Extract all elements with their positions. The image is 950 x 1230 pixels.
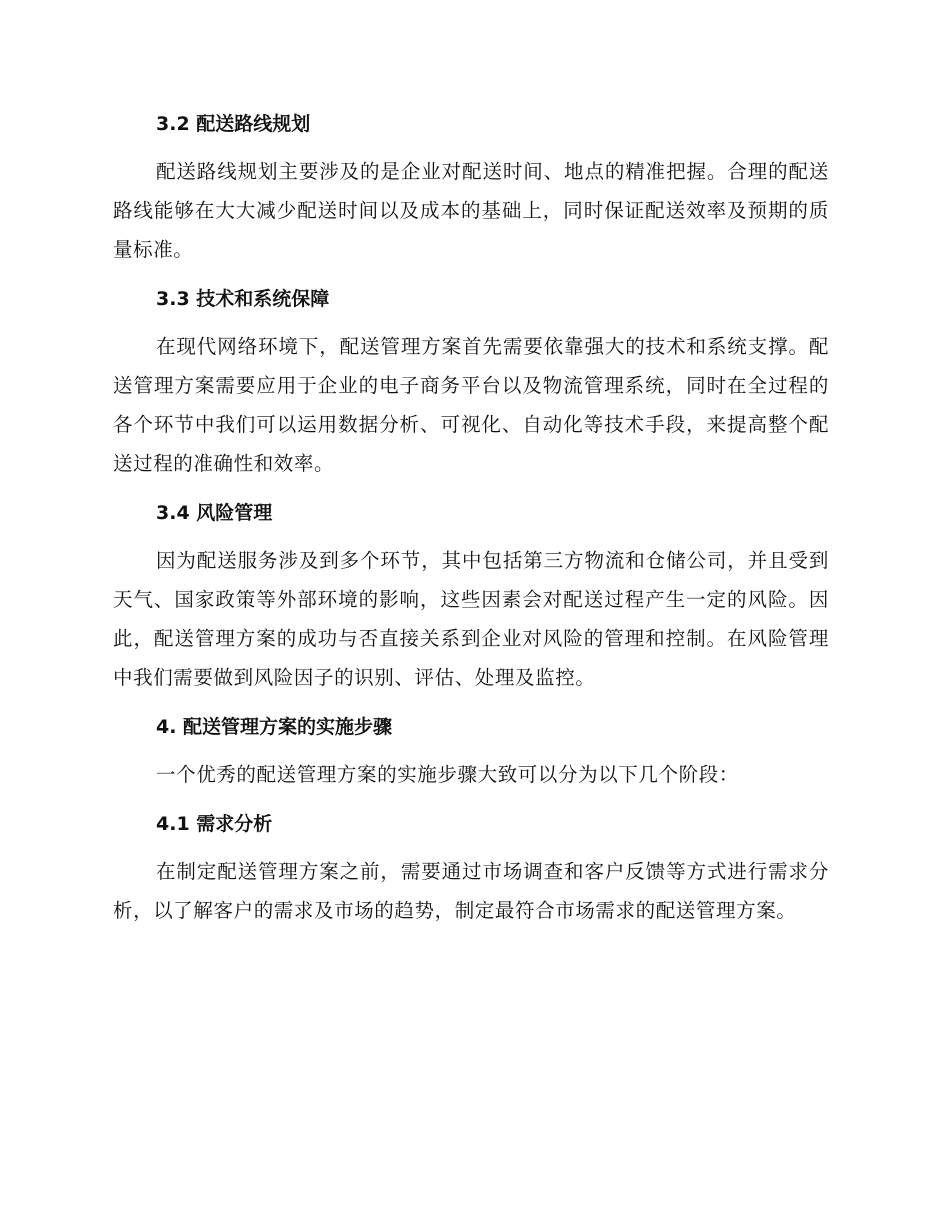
section-paragraph-3-4: 因为配送服务涉及到多个环节，其中包括第三方物流和仓储公司，并且受到天气、国家政策等外部环境的影响，这些因素会对配送过程产生一定的风险。因此，配送管理方案的成功与否直接关系到企业对风险的管理和控制。在风险管理中我们需要做到风险因子的识别、评估、处理及监控。 (113, 549, 829, 689)
section-heading-4: 4. 配送管理方案的实施步骤 (156, 716, 393, 738)
section-heading-4-1: 4.1 需求分析 (156, 813, 273, 835)
section-paragraph-3-3: 在现代网络环境下，配送管理方案首先需要依靠强大的技术和系统支撑。配送管理方案需要应用于企业的电子商务平台以及物流管理系统，同时在全过程的各个环节中我们可以运用数据分析、可视化、自动化等技术手段，来提高整个配送过程的准确性和效率。 (113, 335, 829, 475)
section-paragraph-4: 一个优秀的配送管理方案的实施步骤大致可以分为以下几个阶段： (156, 763, 739, 786)
section-heading-3-2: 3.2 配送路线规划 (156, 113, 311, 135)
section-heading-3-4: 3.4 风险管理 (156, 502, 273, 524)
section-paragraph-3-2: 配送路线规划主要涉及的是企业对配送时间、地点的精准把握。合理的配送路线能够在大大减少配送时间以及成本的基础上，同时保证配送效率及预期的质量标准。 (113, 160, 829, 261)
document-page (113, 104, 829, 940)
section-heading-3-3: 3.3 技术和系统保障 (156, 288, 330, 310)
section-paragraph-4-1: 在制定配送管理方案之前，需要通过市场调查和客户反馈等方式进行需求分析，以了解客户的需求及市场的趋势，制定最符合市场需求的配送管理方案。 (113, 860, 829, 922)
